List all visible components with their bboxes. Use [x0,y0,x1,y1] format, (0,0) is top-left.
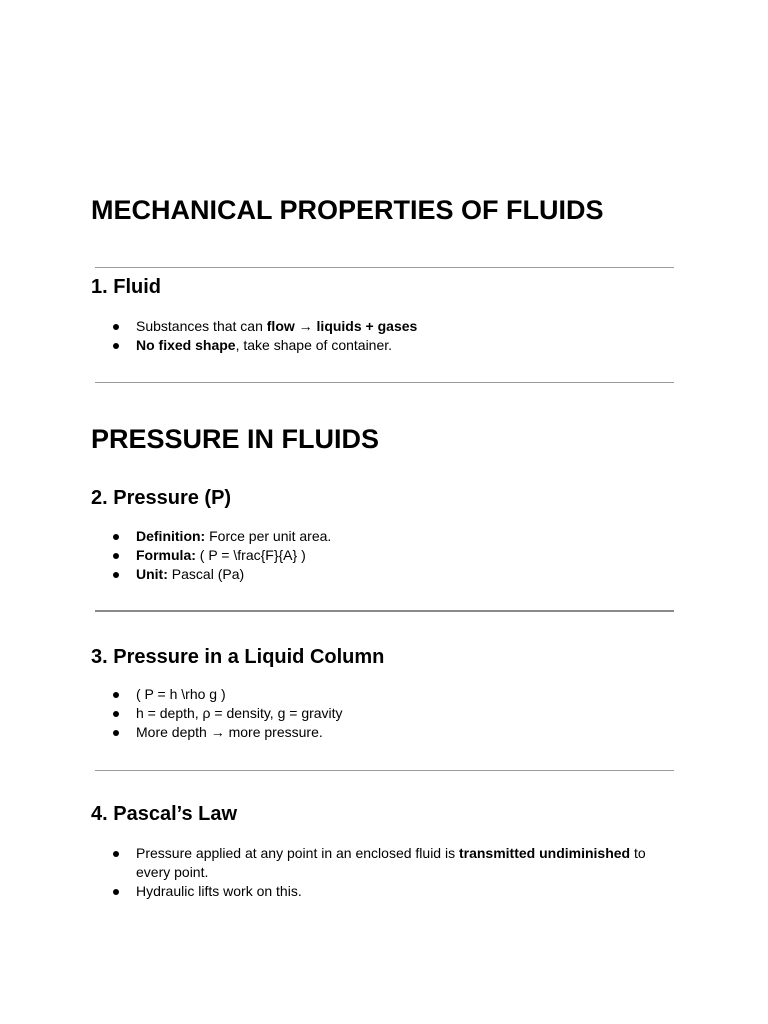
list-item: Definition: Force per unit area. [91,527,681,546]
list-item: Hydraulic lifts work on this. [91,882,681,901]
divider [95,610,674,612]
bullet-icon [113,324,119,330]
divider [95,382,674,383]
section-title-pressure: PRESSURE IN FLUIDS [91,424,380,454]
bullet-icon [113,553,119,559]
divider [95,267,674,268]
list-item: Unit: Pascal (Pa) [91,565,681,584]
pressure-list [91,527,681,584]
list-item: Substances that can flow → liquids + gases [91,317,681,336]
list-item: h = depth, ρ = density, g = gravity [91,704,681,723]
heading-fluid: 1. Fluid [91,276,161,298]
bullet-icon [113,572,119,578]
list-item: No fixed shape, take shape of container. [91,336,681,355]
bullet-icon [113,851,119,857]
pascals-law-list [91,844,681,901]
fluid-list [91,317,681,355]
liquid-column-list [91,685,681,742]
bullet-icon [113,534,119,540]
list-item: ( P = h \rho g ) [91,685,681,704]
divider [95,770,674,771]
bullet-icon [113,343,119,349]
heading-pressure: 2. Pressure (P) [91,487,232,509]
heading-liquid-column: 3. Pressure in a Liquid Column [91,646,385,668]
heading-pascals-law: 4. Pascal’s Law [91,803,238,825]
list-item: Pressure applied at any point in an enclosed fluid is transmitted undiminished to every point. [91,844,681,882]
bullet-icon [113,730,119,736]
page-title: MECHANICAL PROPERTIES OF FLUIDS [91,195,604,225]
list-item: More depth → more pressure. [91,723,681,742]
bullet-icon [113,711,119,717]
bullet-icon [113,692,119,698]
bullet-icon [113,889,119,895]
list-item: Formula: ( P = \frac{F}{A} ) [91,546,681,565]
